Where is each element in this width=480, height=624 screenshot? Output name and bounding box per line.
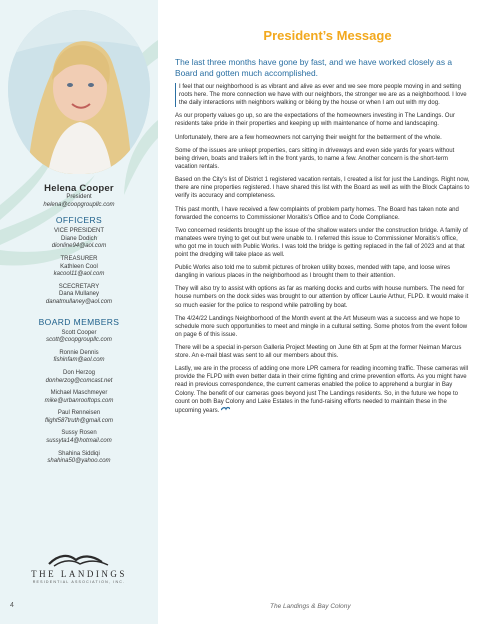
sidebar: [0, 0, 158, 624]
board-member-email[interactable]: flight587truth@gmail.com: [44, 417, 114, 424]
article-paragraph: As our property values go up, so are the expectations of the homeowners investing in The Landings. Our residents take pride in their properties and keeping up with maintenance of home and landscaping.: [175, 113, 455, 128]
landings-logo: [14, 552, 144, 584]
officer-name: Diane Dodich: [60, 235, 98, 242]
article-paragraph: [175, 365, 470, 414]
end-wave-icon: [221, 406, 230, 412]
board-member-email[interactable]: shahina50@yahoo.com: [47, 458, 111, 465]
board-member-entry: [0, 330, 158, 345]
article-paragraph: Unfortunately, there are a few homeowners not carrying their weight for the betterment of the whole.: [175, 134, 442, 141]
article-paragraph: I feel that our neighborhood is as vibrant and alive as ever and we see more people moving in and setting roots here. The more connection we have with our neighbors, the stronger we are as a neighborhood. I love the daily interactions with neighbors walking or biking by the house or when I am out with my dog.: [175, 83, 470, 107]
board-member-entry: [0, 410, 158, 425]
article-paragraph: Public Works also told me to submit pictures of broken utility boxes, mended with tape, and loose wires dangling in various places in the neighborhood as I brought them to their attention.: [175, 265, 451, 280]
board-member-entry: [0, 430, 158, 445]
logo-title: THE LANDINGS: [31, 569, 127, 579]
article-paragraph: Based on the City’s list of District 1 registered vacation rentals, I created a list for just the Landings. Right now, there are nine properties registered. I have shared this list with the Board as well as with the Block Captains to verify its accuracy and completeness.: [175, 177, 470, 200]
logo-subtitle: RESIDENTIAL ASSOCIATION, INC.: [32, 580, 126, 584]
board-member-name: Don Herzog: [62, 369, 95, 376]
page-title: President’s Message: [263, 28, 392, 43]
board-member-email[interactable]: mike@urbanrooftops.com: [44, 397, 114, 404]
board-member-email[interactable]: scott@coopgroupllc.com: [46, 337, 112, 344]
officer-email[interactable]: dionline94@aol.com: [51, 243, 107, 250]
board-directory: [0, 183, 158, 466]
officer-name: Dana Mullaney: [58, 291, 100, 298]
president-email[interactable]: helena@coopgroupllc.com: [43, 201, 115, 208]
board-member-name: Shahina Siddiqi: [58, 450, 100, 457]
board-member-entry: [0, 390, 158, 405]
board-member-entry: [0, 350, 158, 365]
article-paragraph: This past month, I have received a few complaints of problem party homes. The Board has taken note and forwarded the concerns to Commissioner Moraitis’s Office and to Code Compliance.: [175, 206, 459, 221]
board-member-name: Ronnie Dennis: [59, 349, 99, 356]
officer-name: Kathleen Cool: [60, 263, 98, 270]
board-member-name: Sussy Rosen: [61, 430, 97, 437]
officer-role: VICE PRESIDENT: [53, 228, 104, 235]
officers-heading: OFFICERS: [55, 215, 103, 226]
officer-entry: [0, 256, 158, 279]
officer-email[interactable]: kacool11@aol.com: [53, 271, 105, 278]
board-member-name: Michael Maschmeyer: [50, 390, 108, 397]
officer-role: TREASURER: [60, 255, 98, 262]
president-role: President: [66, 194, 92, 200]
president-portrait: [8, 10, 150, 174]
wave-logo-icon: [44, 552, 114, 568]
article-paragraph-text: Lastly, we are in the process of adding one more LPR camera for reading incoming traffic. These cameras will provide the FLPD with even better data in their crime fighting and crime prevention efforts. As you might have read in previous correspondence, the current cameras enabled the police to apprehend a burglar in Bay Colony. The benefit of our cameras goes beyond just The Landings residents. So, in the future we hope to count on both Bay Colony and Lake Estates in the fund-raising efforts needed to maintain these in the upcoming years.: [175, 366, 469, 414]
article-paragraph: They will also try to assist with options as far as marking docks and curbs with house numbers. The need for house numbers on the dock sides was brought to our attention by officer Laurie Arthur, FLPD. It would make it so much easier for the police to respond while patrolling by boat.: [175, 286, 469, 309]
board-member-email[interactable]: sussyta14@hotmail.com: [46, 438, 112, 445]
president-name: Helena Cooper: [44, 183, 114, 194]
officer-entry: [0, 284, 158, 307]
portrait-image: [8, 10, 150, 174]
board-member-name: Paul Renneisen: [57, 410, 101, 417]
lead-paragraph: The last three months have gone by fast, and we have worked closely as a Board and gotten much accomplished.: [175, 57, 452, 78]
officer-role: SCECRETARY: [58, 283, 100, 290]
officer-email[interactable]: danatmullaney@aol.com: [45, 298, 113, 305]
officer-entry: [0, 228, 158, 251]
board-member-email[interactable]: donherzog@comcast.net: [45, 377, 113, 384]
board-members-heading: BOARD MEMBERS: [38, 316, 120, 327]
article-paragraph: There will be a special in-person Galleria Project Meeting on June 6th at 5pm at the former Neiman Marcus store. An e-mail blast was sent to all our members about this.: [175, 345, 462, 360]
article-paragraph: Two concerned residents brought up the issue of the shallow waters under the construction bridge. A family of manatees were trying to get out but were unable to. I referred this issue to Commissioner Moraitis’s office, who got me in touch with Public Works. I was told the bridge is getting replaced in the fall of 2023 and at that point the dredging will take place as well.: [175, 227, 468, 258]
board-member-name: Scott Cooper: [61, 329, 97, 336]
article-paragraph: The 4/24/22 Landings Neighborhood of the Month event at the Art Museum was a success and we hope to schedule more such opportunities to meet and mingle in a cultural setting. Some photos from the event follow on page 6 of this issue.: [175, 315, 468, 338]
page-number: 4: [10, 602, 14, 609]
article-paragraph: Some of the issues are unkept properties, cars sitting in driveways and even side yards for years without being driven, boats and trailers left in the front yards, to name a few. Another concern is the short-term vacation rentals.: [175, 147, 455, 170]
footer-publication-title: The Landings & Bay Colony: [270, 603, 351, 610]
board-member-entry: [0, 451, 158, 466]
board-member-entry: [0, 370, 158, 385]
article: [175, 28, 470, 420]
board-member-email[interactable]: fishinfam@aol.com: [53, 357, 105, 364]
